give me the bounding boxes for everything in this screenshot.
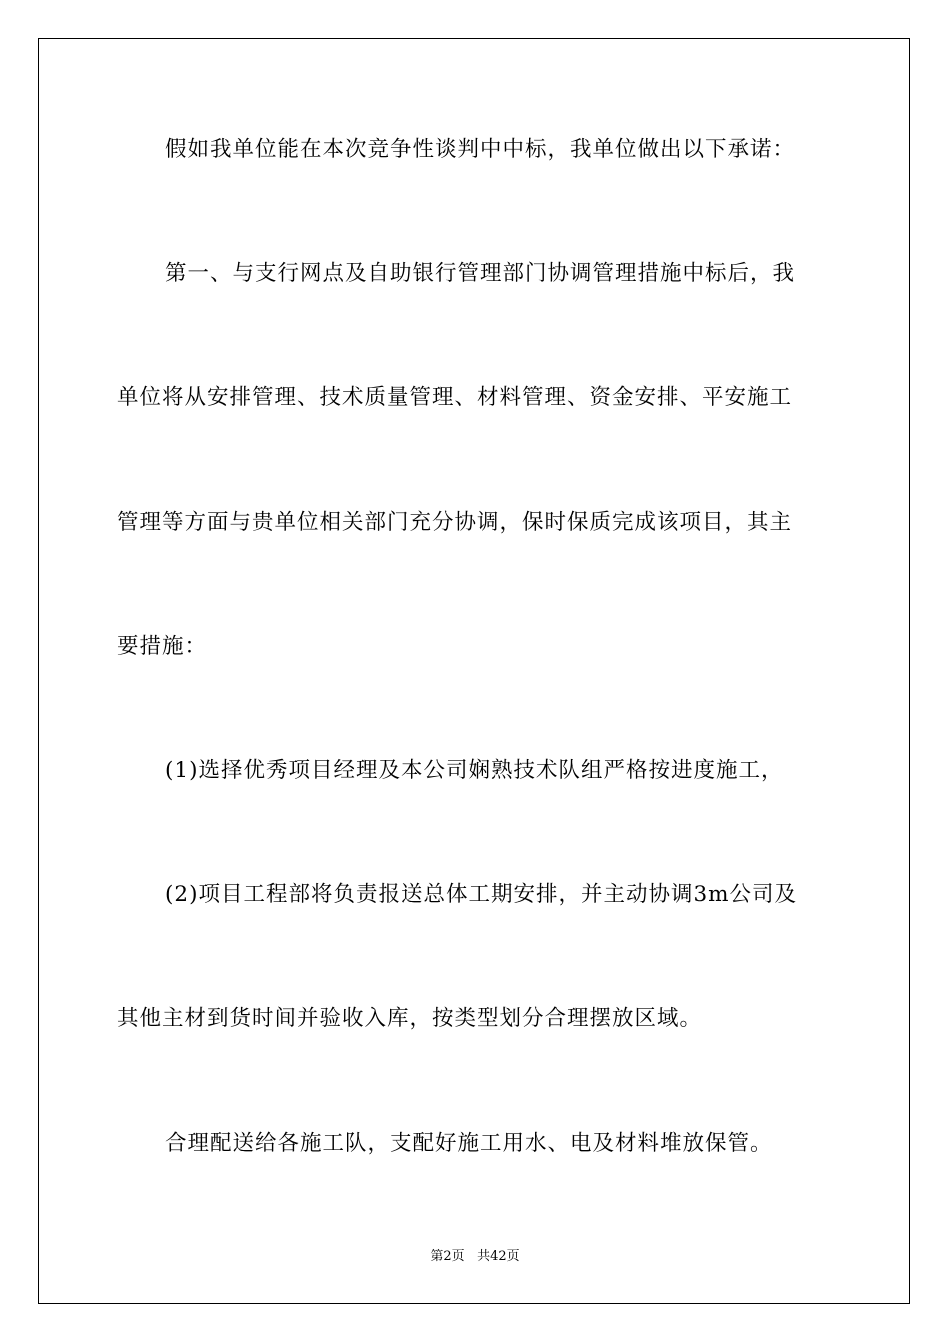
paragraph-line-2: 第一、与支行网点及自助银行管理部门协调管理措施中标后，我 (165, 261, 796, 286)
page-total: 共42页 (477, 1249, 520, 1264)
paragraph-line-8: 其他主材到货时间并验收入库，按类型划分合理摆放区域。 (117, 1006, 703, 1031)
paragraph-line-4: 管理等方面与贵单位相关部门充分协调，保时保质完成该项目，其主 (117, 510, 793, 535)
paragraph-line-9: 合理配送给各施工队，支配好施工用水、电及材料堆放保管。 (165, 1131, 773, 1156)
page-border (38, 38, 910, 1304)
paragraph-line-5: 要措施： (117, 634, 208, 659)
page-number: 第2页 (430, 1249, 465, 1264)
paragraph-line-1: 假如我单位能在本次竞争性谈判中中标，我单位做出以下承诺： (165, 137, 796, 162)
paragraph-line-7: (2)项目工程部将负责报送总体工期安排，并主动协调3m公司及 (165, 882, 798, 907)
page-footer (0, 1248, 950, 1266)
paragraph-line-3: 单位将从安排管理、技术质量管理、材料管理、资金安排、平安施工 (117, 385, 793, 410)
paragraph-line-6: (1)选择优秀项目经理及本公司娴熟技术队组严格按进度施工， (165, 758, 784, 783)
